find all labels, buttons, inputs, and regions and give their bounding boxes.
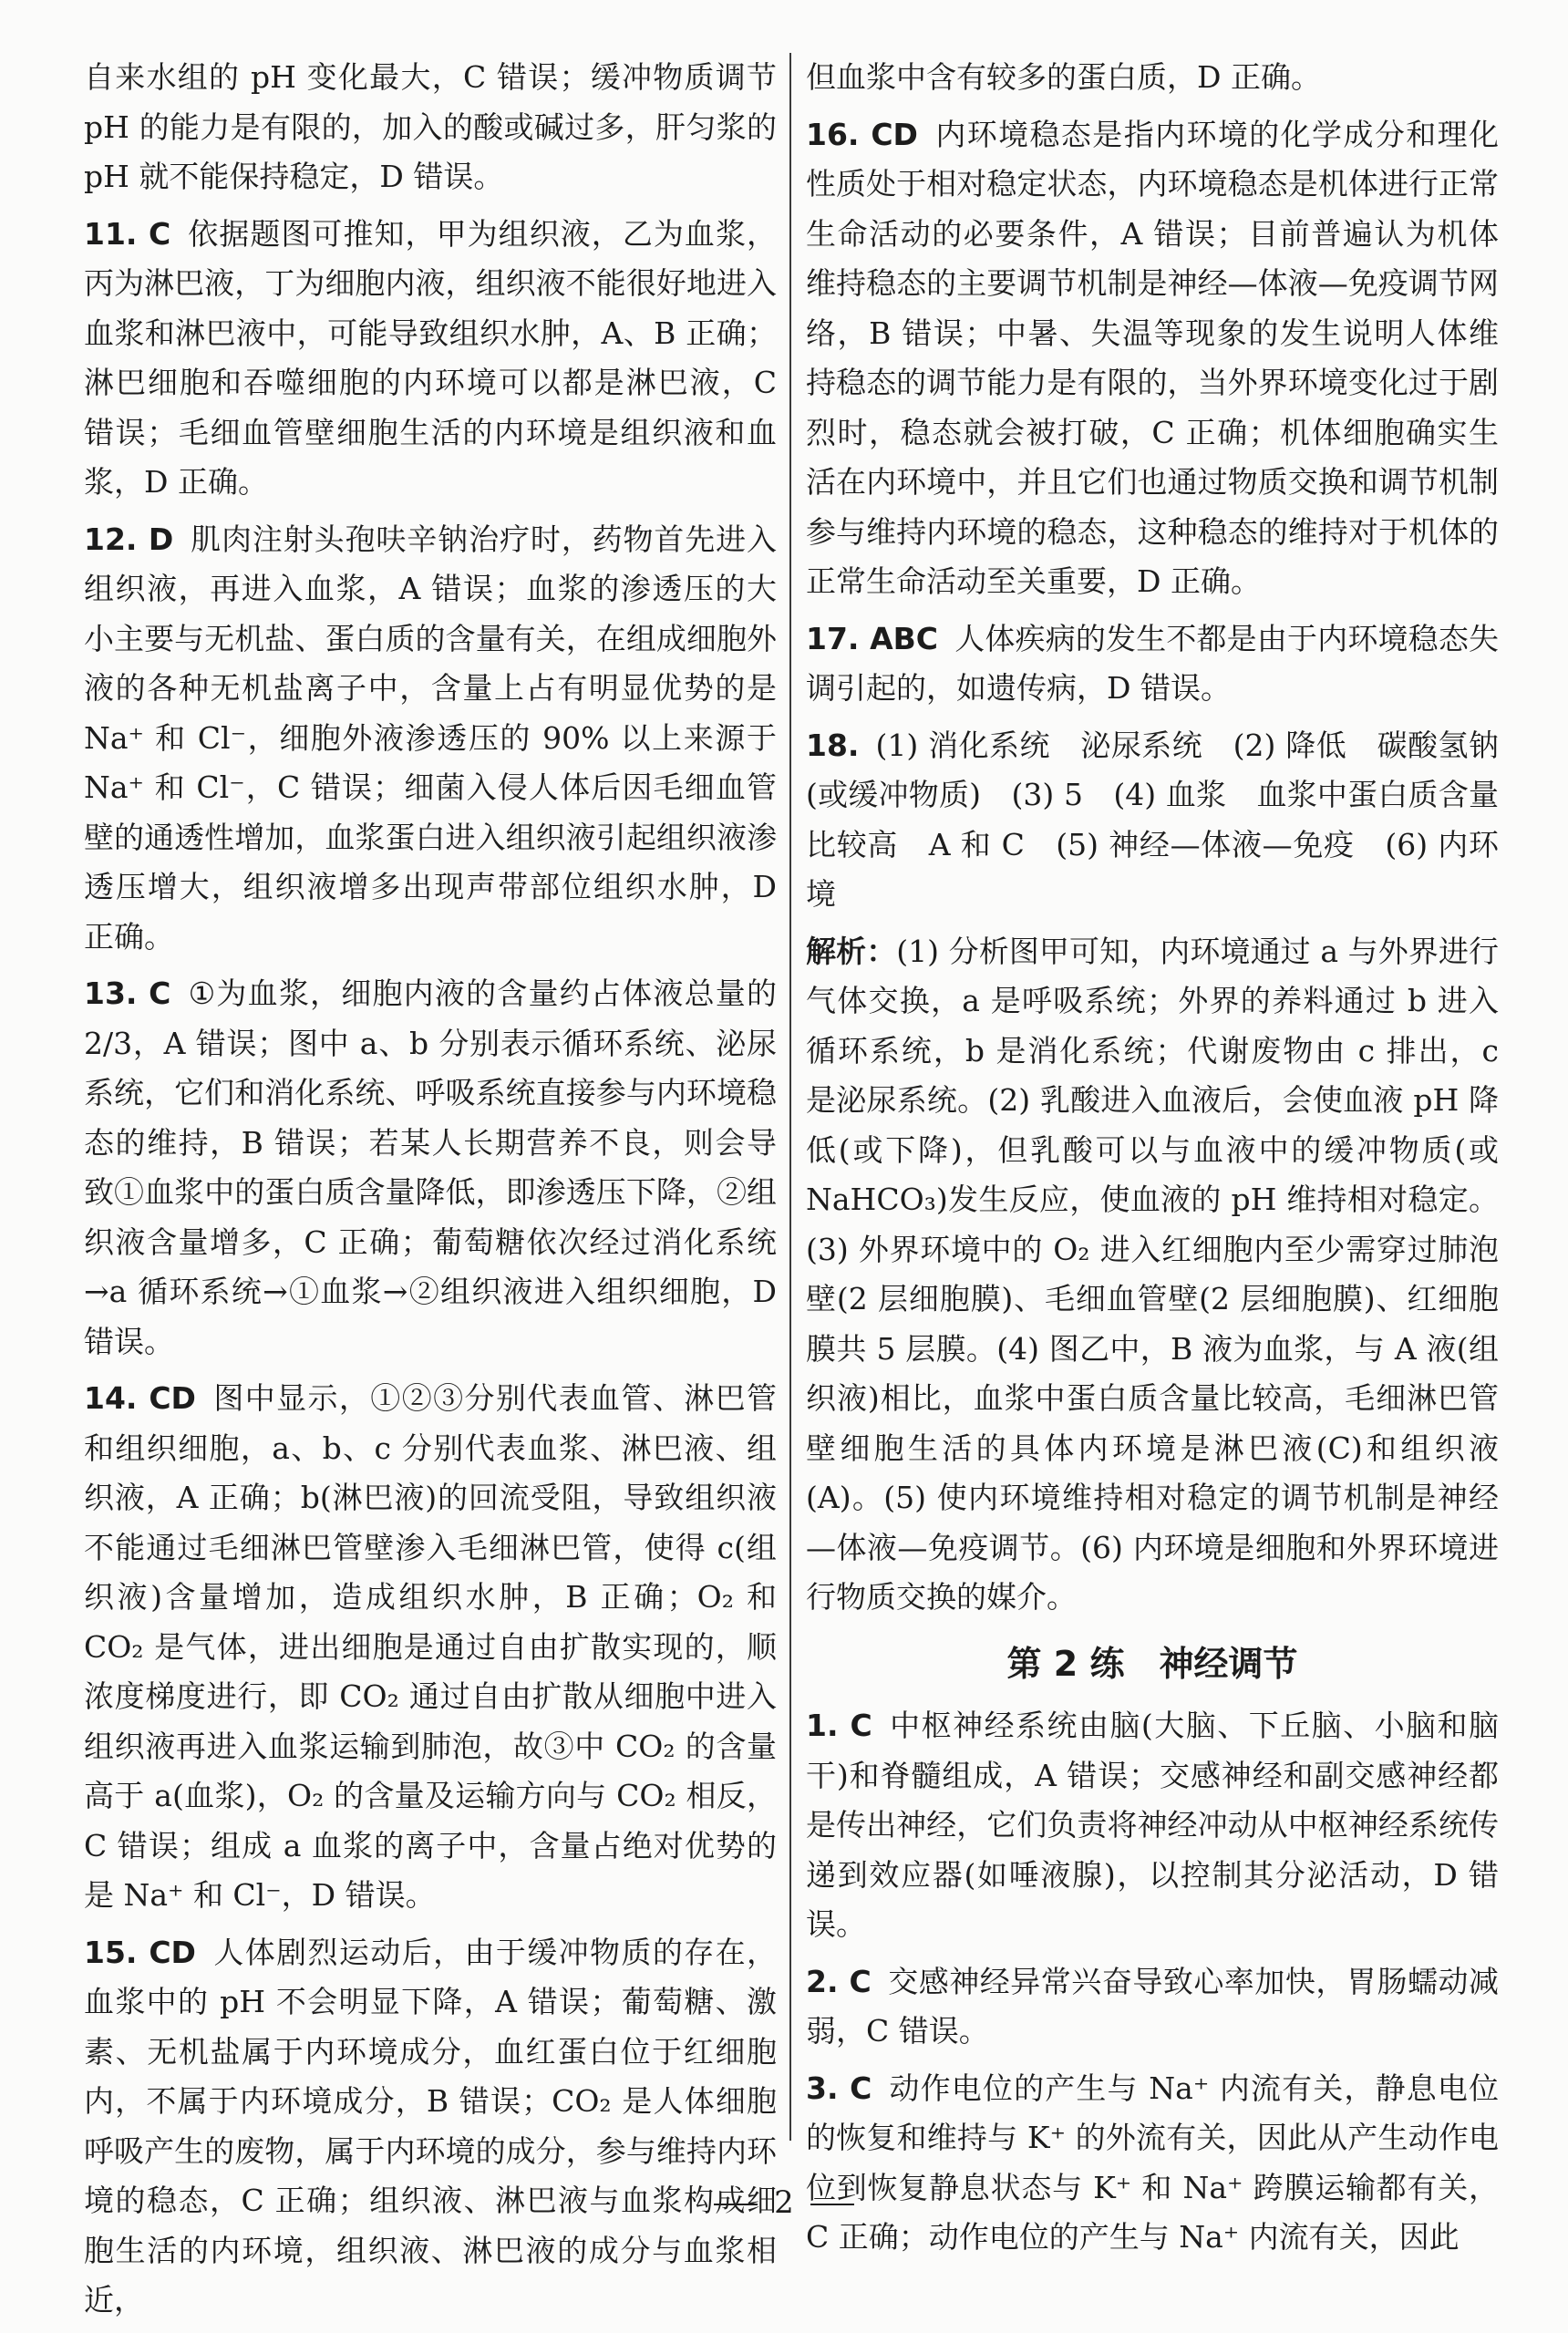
answer-paragraph: 13. C ①为血浆，细胞内液的含量约占体液总量的 2/3，A 错误；图中 a、b 分别表示循环系统、泌尿系统，它们和消化系统、呼吸系统直接参与内环境稳态的维持，B 错误；若某人长期营养不良，则会导致①血浆中的蛋白质含量降低，即渗透压下降，②组织液含量增多，C 正确；葡萄糖依次经过消化系统→a 循环系统→①血浆→②组织液进入组织细胞，D 错误。: [84, 976, 777, 1359]
analysis-label: 解析：: [806, 933, 897, 969]
question-number: 11. C: [84, 215, 171, 252]
question-number: 17. ABC: [806, 620, 939, 656]
answer-paragraph: 11. C 依据题图可推知，甲为组织液，乙为血浆，丙为淋巴液，丁为细胞内液，组织液不能很好地进入血浆和淋巴液中，可能导致组织水肿，A、B 正确；淋巴细胞和吞噬细胞的内环境可以都是淋巴液，C 错误；毛细血管壁细胞生活的内环境是组织液和血浆，D 正确。: [84, 215, 778, 500]
question-number: 16. CD: [806, 116, 918, 152]
question-number: 13. C: [84, 976, 171, 1011]
answer-paragraph: 14. CD 图中显示，①②③分别代表血管、淋巴管和组织细胞，a、b、c 分别代表血浆、淋巴液、组织液，A 正确；b(淋巴液)的回流受阻，导致组织液不能通过毛细淋巴管壁渗入毛细淋巴管，使得 c(组织液)含量增加，造成组织水肿，B 正确；O₂ 和 CO₂ 是气体，进出细胞是通过自由扩散实现的，顺浓度梯度进行，即 CO₂ 通过自由扩散从细胞中进入组织液再进入血浆运输到肺泡，故③中 CO₂ 的含量高于 a(血浆)，O₂ 的含量及运输方向与 CO₂ 相反，C 错误；组成 a 血浆的离子中，含量占绝对优势的是 Na⁺ 和 Cl⁻，D 错误。: [84, 1380, 777, 1913]
footer-dash-left: [714, 2204, 758, 2205]
answer-paragraph: 12. D 肌肉注射头孢呋辛钠治疗时，药物首先进入组织液，再进入血浆，A 错误；血浆的渗透压的大小主要与无机盐、蛋白质的含量有关，在组成细胞外液的各种无机盐离子中，含量上占有明显优势的是 Na⁺ 和 Cl⁻，细胞外液渗透压的 90% 以上来源于 Na⁺ 和 Cl⁻，C 错误；细菌入侵人体后因毛细血管壁的通透性增加，血浆蛋白进入组织液引起组织液渗透压增大，组织液增多出现声带部位组织水肿，D 正确。: [84, 521, 778, 955]
answer-paragraph: 2. C 交感神经异常兴奋导致心率加快，胃肠蠕动减弱，C 错误。: [806, 1963, 1499, 2049]
right-column: [806, 53, 1499, 2270]
page-number: 2: [774, 2184, 794, 2221]
answer-paragraph: 但血浆中含有较多的蛋白质，D 正确。: [806, 59, 1321, 95]
answer-paragraph: 17. ABC 人体疾病的发生不都是由于内环境稳态失调引起的，如遗传病，D 错误。: [806, 620, 1500, 706]
answer-paragraph: 自来水组的 pH 变化最大，C 错误；缓冲物质调节 pH 的能力是有限的，加入的酸或碱过多，肝匀浆的 pH 就不能保持稳定，D 错误。: [84, 59, 777, 194]
question-number: 15. CD: [84, 1934, 196, 1970]
answer-paragraph: 1. C 中枢神经系统由脑(大脑、下丘脑、小脑和脑干)和脊髓组成，A 错误；交感神经和副交感神经都是传出神经，它们负责将神经冲动从中枢神经系统传递到效应器(如唾液腺)，以控制其分泌活动，D 错误。: [806, 1708, 1499, 1942]
answer-paragraph: 15. CD 人体剧烈运动后，由于缓冲物质的存在，血浆中的 pH 不会明显下降，A 错误；葡萄糖、激素、无机盐属于内环境成分，血红蛋白位于红细胞内，不属于内环境成分，B 错误；CO₂ 是人体细胞呼吸产生的废物，属于内环境的成分，参与维持内环境的稳态，C 正确；组织液、淋巴液与血浆构成细胞生活的内环境，组织液、淋巴液的成分与血浆相近，: [84, 1934, 777, 2318]
question-number: 12. D: [84, 521, 174, 557]
answer-paragraph: 3. C 动作电位的产生与 Na⁺ 内流有关，静息电位的恢复和维持与 K⁺ 的外流有关，因此从产生动作电位到恢复静息状态与 K⁺ 和 Na⁺ 跨膜运输都有关，C 正确；动作电位的产生与 Na⁺ 内流有关，因此: [806, 2070, 1499, 2255]
answer-paragraph: 16. CD 内环境稳态是指内环境的化学成分和理化性质处于相对稳定状态，内环境稳态是机体进行正常生命活动的必要条件，A 错误；目前普遍认为机体维持稳态的主要调节机制是神经—体液—免疫调节网络，B 错误；中暑、失温等现象的发生说明人体维持稳态的调节能力是有限的，当外界环境变化过于剧烈时，稳态就会被打破，C 正确；机体细胞确实生活在内环境中，并且它们也通过物质交换和调节机制参与维持内环境的稳态，这种稳态的维持对于机体的正常生命活动至关重要，D 正确。: [806, 116, 1499, 599]
left-column: [84, 53, 777, 2333]
question-number: 14. CD: [84, 1380, 196, 1416]
page-footer: [0, 2184, 1568, 2221]
question-number: 18.: [806, 727, 860, 763]
question-number: 2. C: [806, 1963, 872, 1999]
footer-dash-right: [810, 2204, 854, 2205]
column-divider: [789, 53, 791, 2141]
answer-paragraph: 18. (1) 消化系统 泌尿系统 (2) 降低 碳酸氢钠(或缓冲物质) (3) 5 (4) 血浆 血浆中蛋白质含量比较高 A 和 C (5) 神经—体液—免疫 (6) 内环境: [806, 727, 1499, 912]
section-title: 第 2 练 神经调节: [1006, 1643, 1298, 1684]
question-number: 1. C: [806, 1708, 872, 1743]
analysis-paragraph: 解析：(1) 分析图甲可知，内环境通过 a 与外界进行气体交换，a 是呼吸系统；外界的养料通过 b 进入循环系统，b 是消化系统；代谢废物由 c 排出，c 是泌尿系统。(2) 乳酸进入血液后，会使血液 pH 降低(或下降)，但乳酸可以与血液中的缓冲物质(或 NaHCO₃)发生反应，使血液的 pH 维持相对稳定。(3) 外界环境中的 O₂ 进入红细胞内至少需穿过肺泡壁(2 层细胞膜)、毛细血管壁(2 层细胞膜)、红细胞膜共 5 层膜。(4) 图乙中，B 液为血浆，与 A 液(组织液)相比，血浆中蛋白质含量比较高，毛细淋巴管壁细胞生活的具体内环境是淋巴液(C)和组织液(A)。(5) 使内环境维持相对稳定的调节机制是神经—体液—免疫调节。(6) 内环境是细胞和外界环境进行物质交换的媒介。: [806, 933, 1500, 1615]
question-number: 3. C: [806, 2070, 872, 2106]
